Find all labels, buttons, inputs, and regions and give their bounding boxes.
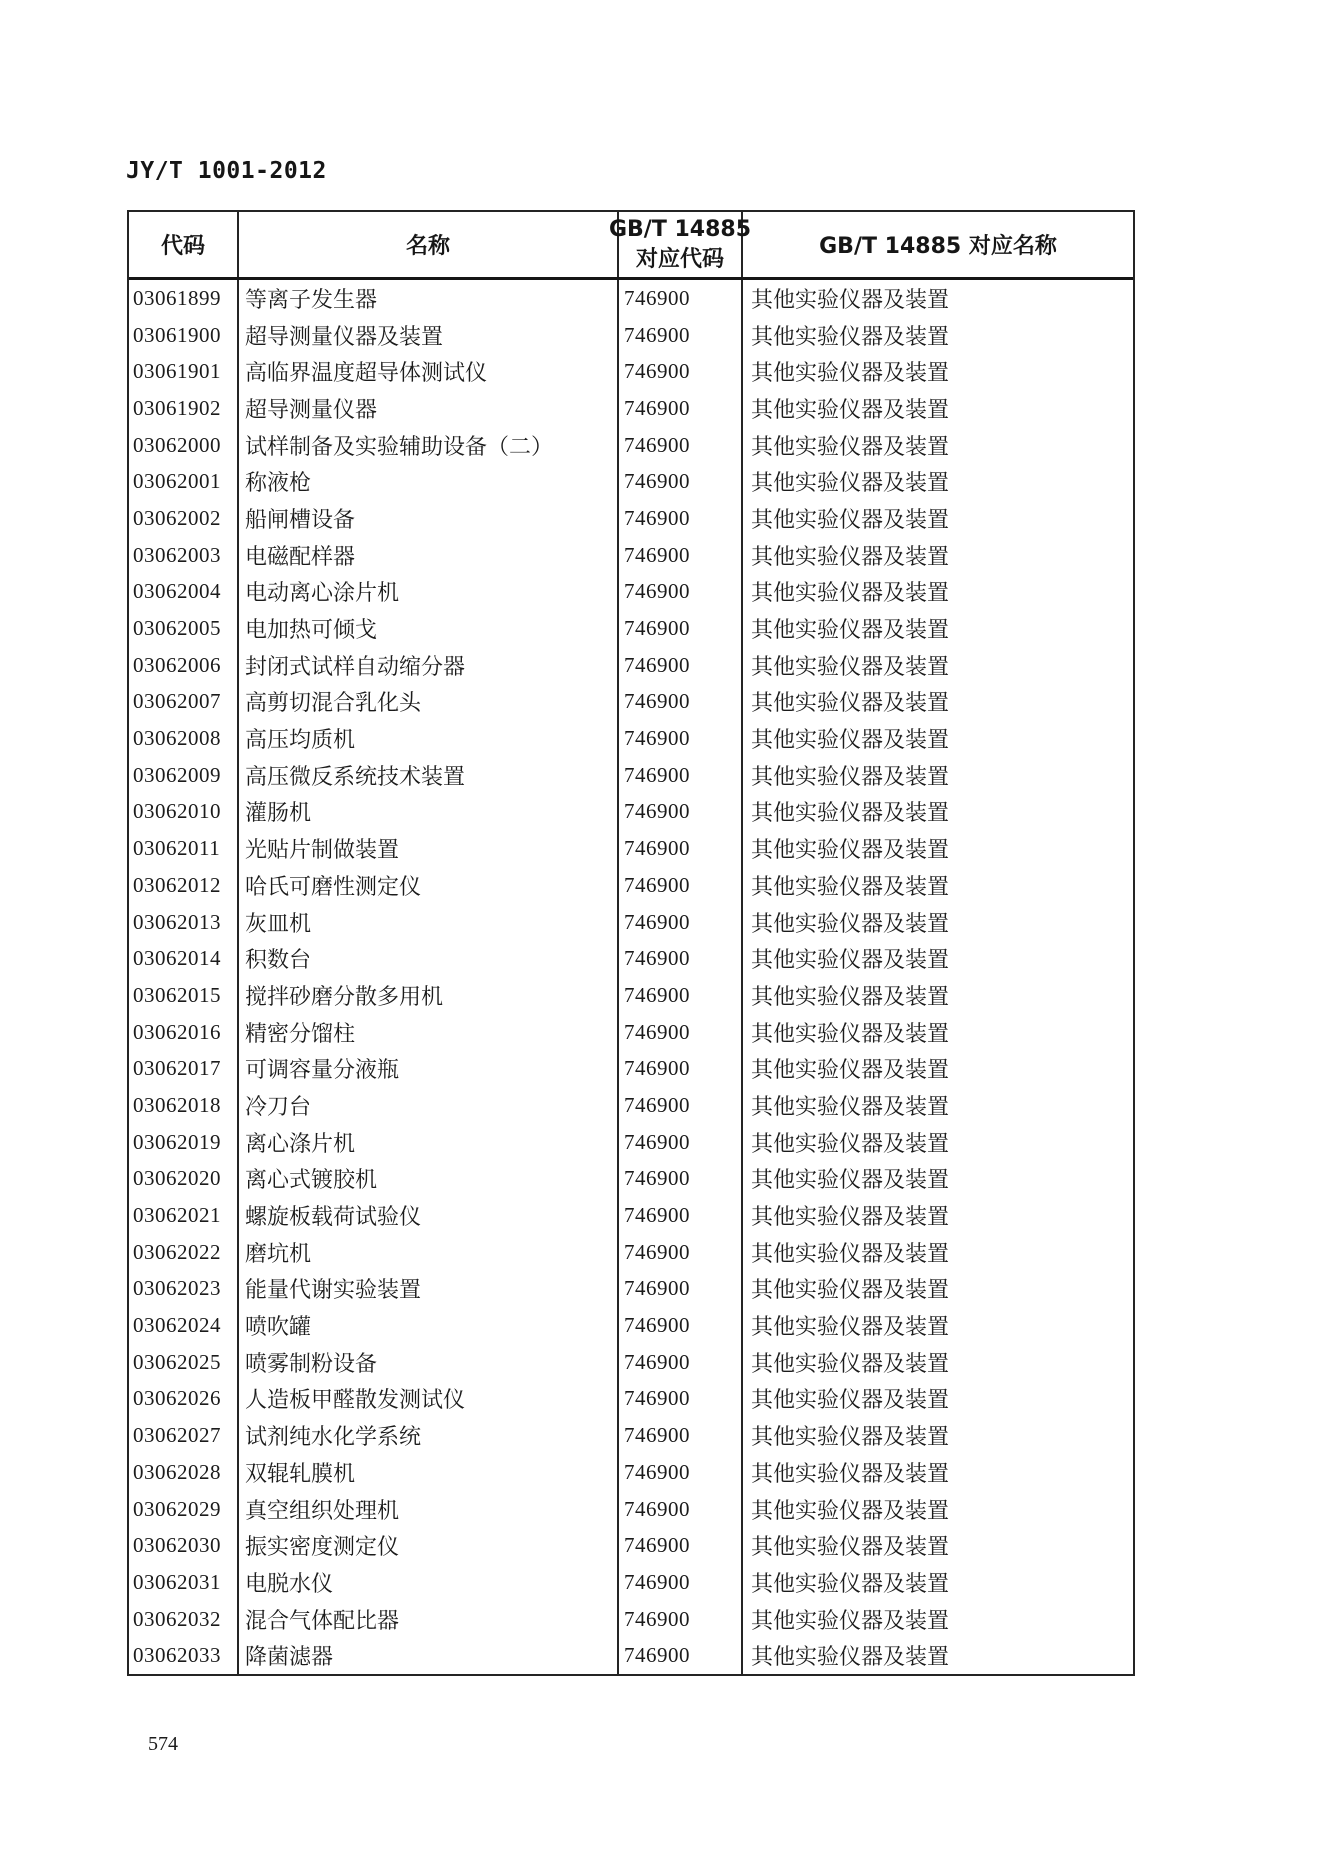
cell-gb-code: 746900: [619, 647, 743, 684]
cell-name: 积数台: [239, 940, 619, 977]
table-row: [129, 1050, 1133, 1087]
table-row: [129, 830, 1133, 867]
cell-code: 03062003: [129, 537, 239, 574]
table-row: [129, 940, 1133, 977]
cell-code: 03062008: [129, 720, 239, 757]
table-row: [129, 463, 1133, 500]
cell-name: 试剂纯水化学系统: [239, 1417, 619, 1454]
cell-gb-code: 746900: [619, 1601, 743, 1638]
cell-code: 03061900: [129, 317, 239, 354]
cell-gb-name: 其他实验仪器及装置: [751, 1057, 950, 1083]
cell-code: 03062031: [129, 1564, 239, 1601]
cell-code: 03062009: [129, 757, 239, 794]
cell-gb-code: 746900: [619, 720, 743, 757]
cell-name: 电磁配样器: [239, 537, 619, 574]
cell-gb-name: 其他实验仪器及装置: [751, 1460, 950, 1486]
cell-gb-name: 其他实验仪器及装置: [751, 800, 950, 826]
table-row: [129, 1161, 1133, 1198]
cell-code: 03062027: [129, 1417, 239, 1454]
cell-gb-name: 其他实验仪器及装置: [751, 1424, 950, 1450]
cell-name: 混合气体配比器: [239, 1601, 619, 1638]
cell-code: 03062019: [129, 1124, 239, 1161]
cell-name: 振实密度测定仪: [239, 1527, 619, 1564]
cell-name: 光贴片制做装置: [239, 830, 619, 867]
cell-name: 试样制备及实验辅助设备（二）: [239, 427, 619, 464]
cell-name: 电加热可倾戈: [239, 610, 619, 647]
cell-gb-name: 其他实验仪器及装置: [751, 947, 950, 973]
cell-code: 03062007: [129, 684, 239, 721]
table-row: [129, 427, 1133, 464]
cell-name: 高压微反系统技术装置: [239, 757, 619, 794]
page-number: 574: [148, 1733, 178, 1755]
cell-code: 03062010: [129, 794, 239, 831]
cell-gb-name: 其他实验仪器及装置: [751, 1387, 950, 1413]
cell-gb-code: 746900: [619, 1161, 743, 1198]
cell-code: 03062025: [129, 1344, 239, 1381]
cell-gb-name: 其他实验仪器及装置: [751, 1350, 950, 1376]
table-row: [129, 720, 1133, 757]
cell-gb-code: 746900: [619, 1050, 743, 1087]
cell-name: 冷刀台: [239, 1087, 619, 1124]
cell-gb-name: 其他实验仪器及装置: [751, 1314, 950, 1340]
cell-gb-code: 746900: [619, 280, 743, 317]
cell-gb-code: 746900: [619, 1014, 743, 1051]
cell-gb-name: 其他实验仪器及装置: [751, 983, 950, 1009]
table-row: [129, 684, 1133, 721]
cell-gb-name: 其他实验仪器及装置: [751, 1570, 950, 1596]
table-row: [129, 904, 1133, 941]
cell-gb-code: 746900: [619, 1197, 743, 1234]
cell-code: 03062017: [129, 1050, 239, 1087]
cell-code: 03062033: [129, 1637, 239, 1674]
cell-gb-code: 746900: [619, 317, 743, 354]
cell-code: 03062026: [129, 1381, 239, 1418]
cell-name: 封闭式试样自动缩分器: [239, 647, 619, 684]
cell-gb-code: 746900: [619, 427, 743, 464]
header-gb-name: GB/T 14885 对应名称: [819, 234, 1057, 259]
standard-code-title: JY/T 1001-2012: [126, 158, 327, 184]
header-gb-code: [608, 212, 752, 277]
table-row: [129, 1454, 1133, 1491]
cell-name: 高临界温度超导体测试仪: [239, 353, 619, 390]
cell-gb-code: 746900: [619, 610, 743, 647]
header-gb-code-line1: GB/T 14885: [608, 216, 752, 242]
cell-name: 双辊轧膜机: [239, 1454, 619, 1491]
cell-gb-name: 其他实验仪器及装置: [751, 617, 950, 643]
cell-name: 高压均质机: [239, 720, 619, 757]
cell-name: 能量代谢实验装置: [239, 1271, 619, 1308]
cell-gb-name: 其他实验仪器及装置: [751, 360, 950, 386]
cell-gb-code: 746900: [619, 1564, 743, 1601]
cell-code: 03062022: [129, 1234, 239, 1271]
cell-gb-code: 746900: [619, 1491, 743, 1528]
table-row: [129, 1234, 1133, 1271]
cell-gb-name: 其他实验仪器及装置: [751, 1020, 950, 1046]
table-row: [129, 977, 1133, 1014]
cell-gb-code: 746900: [619, 1637, 743, 1674]
cell-gb-name: 其他实验仪器及装置: [751, 690, 950, 716]
cell-name: 船闸槽设备: [239, 500, 619, 537]
table-row: [129, 610, 1133, 647]
cell-code: 03062016: [129, 1014, 239, 1051]
cell-gb-name: 其他实验仪器及装置: [751, 470, 950, 496]
cell-gb-code: 746900: [619, 867, 743, 904]
cell-name: 电动离心涂片机: [239, 574, 619, 611]
cell-code: 03062030: [129, 1527, 239, 1564]
table-row: [129, 1417, 1133, 1454]
cell-gb-code: 746900: [619, 353, 743, 390]
code-mapping-table: [127, 210, 1135, 1676]
cell-gb-code: 746900: [619, 463, 743, 500]
table-row: [129, 1124, 1133, 1161]
cell-gb-name: 其他实验仪器及装置: [751, 396, 950, 422]
cell-gb-code: 746900: [619, 794, 743, 831]
cell-name: 超导测量仪器: [239, 390, 619, 427]
cell-gb-code: 746900: [619, 757, 743, 794]
cell-code: 03062004: [129, 574, 239, 611]
cell-gb-name: 其他实验仪器及装置: [751, 763, 950, 789]
table-row: [129, 500, 1133, 537]
table-row: [129, 867, 1133, 904]
cell-name: 喷雾制粉设备: [239, 1344, 619, 1381]
table-row: [129, 1564, 1133, 1601]
cell-gb-code: 746900: [619, 1087, 743, 1124]
cell-code: 03062006: [129, 647, 239, 684]
cell-code: 03062013: [129, 904, 239, 941]
table-row: [129, 1087, 1133, 1124]
table-row: [129, 1307, 1133, 1344]
cell-gb-name: 其他实验仪器及装置: [751, 837, 950, 863]
table-row: [129, 794, 1133, 831]
cell-gb-name: 其他实验仪器及装置: [751, 1204, 950, 1230]
cell-gb-name: 其他实验仪器及装置: [751, 323, 950, 349]
cell-code: 03062018: [129, 1087, 239, 1124]
header-code: 代码: [129, 212, 239, 277]
cell-name: 螺旋板载荷试验仪: [239, 1197, 619, 1234]
cell-code: 03062020: [129, 1161, 239, 1198]
cell-gb-code: 746900: [619, 904, 743, 941]
cell-gb-code: 746900: [619, 830, 743, 867]
table-row: [129, 574, 1133, 611]
cell-name: 可调容量分液瓶: [239, 1050, 619, 1087]
table-row: [129, 1491, 1133, 1528]
cell-gb-name: 其他实验仪器及装置: [751, 1607, 950, 1633]
cell-gb-name: 其他实验仪器及装置: [751, 1167, 950, 1193]
header-gb-code-line2: 对应代码: [635, 246, 724, 272]
cell-code: 03061902: [129, 390, 239, 427]
cell-gb-code: 746900: [619, 1527, 743, 1564]
cell-code: 03062005: [129, 610, 239, 647]
table-row: [129, 1344, 1133, 1381]
cell-gb-code: 746900: [619, 1417, 743, 1454]
cell-code: 03062000: [129, 427, 239, 464]
cell-name: 人造板甲醛散发测试仪: [239, 1381, 619, 1418]
cell-gb-code: 746900: [619, 574, 743, 611]
table-row: [129, 757, 1133, 794]
cell-gb-name: 其他实验仪器及装置: [751, 1534, 950, 1560]
cell-name: 超导测量仪器及装置: [239, 317, 619, 354]
cell-name: 搅拌砂磨分散多用机: [239, 977, 619, 1014]
cell-gb-name: 其他实验仪器及装置: [751, 1240, 950, 1266]
table-row: [129, 647, 1133, 684]
table-body: [129, 280, 1133, 1674]
cell-gb-name: 其他实验仪器及装置: [751, 910, 950, 936]
cell-name: 灌肠机: [239, 794, 619, 831]
cell-gb-code: 746900: [619, 977, 743, 1014]
cell-gb-code: 746900: [619, 1344, 743, 1381]
cell-name: 降菌滤器: [239, 1637, 619, 1674]
table-row: [129, 353, 1133, 390]
cell-gb-name: 其他实验仪器及装置: [751, 1497, 950, 1523]
cell-name: 灰皿机: [239, 904, 619, 941]
cell-name: 离心式镀胶机: [239, 1161, 619, 1198]
cell-gb-code: 746900: [619, 500, 743, 537]
cell-gb-code: 746900: [619, 537, 743, 574]
cell-code: 03062011: [129, 830, 239, 867]
table-row: [129, 1527, 1133, 1564]
cell-gb-name: 其他实验仪器及装置: [751, 433, 950, 459]
table-row: [129, 1271, 1133, 1308]
cell-name: 离心涤片机: [239, 1124, 619, 1161]
cell-name: 等离子发生器: [239, 280, 619, 317]
cell-gb-name: 其他实验仪器及装置: [751, 506, 950, 532]
cell-gb-name: 其他实验仪器及装置: [751, 653, 950, 679]
cell-gb-name: 其他实验仪器及装置: [751, 727, 950, 753]
header-name: 名称: [239, 212, 619, 277]
cell-gb-name: 其他实验仪器及装置: [751, 1644, 950, 1670]
table-row: [129, 537, 1133, 574]
cell-gb-code: 746900: [619, 1271, 743, 1308]
cell-name: 精密分馏柱: [239, 1014, 619, 1051]
cell-gb-code: 746900: [619, 1454, 743, 1491]
cell-gb-code: 746900: [619, 1234, 743, 1271]
cell-gb-name: 其他实验仪器及装置: [751, 873, 950, 899]
cell-gb-name: 其他实验仪器及装置: [751, 543, 950, 569]
cell-code: 03062014: [129, 940, 239, 977]
table-row: [129, 1197, 1133, 1234]
table-row: [129, 1601, 1133, 1638]
table-row: [129, 1637, 1133, 1674]
table-row: [129, 1381, 1133, 1418]
cell-name: 高剪切混合乳化头: [239, 684, 619, 721]
cell-gb-code: 746900: [619, 684, 743, 721]
table-header-row: [129, 212, 1133, 280]
table-row: [129, 390, 1133, 427]
table-row: [129, 317, 1133, 354]
cell-gb-code: 746900: [619, 1381, 743, 1418]
cell-name: 称液枪: [239, 463, 619, 500]
table-row: [129, 280, 1133, 317]
cell-name: 哈氏可磨性测定仪: [239, 867, 619, 904]
cell-code: 03061901: [129, 353, 239, 390]
cell-code: 03061899: [129, 280, 239, 317]
cell-gb-name: 其他实验仪器及装置: [751, 286, 950, 312]
cell-code: 03062029: [129, 1491, 239, 1528]
cell-code: 03062002: [129, 500, 239, 537]
table-row: [129, 1014, 1133, 1051]
cell-code: 03062021: [129, 1197, 239, 1234]
cell-name: 真空组织处理机: [239, 1491, 619, 1528]
cell-code: 03062028: [129, 1454, 239, 1491]
cell-gb-name: 其他实验仪器及装置: [751, 1130, 950, 1156]
cell-name: 电脱水仪: [239, 1564, 619, 1601]
cell-name: 喷吹罐: [239, 1307, 619, 1344]
cell-name: 磨坑机: [239, 1234, 619, 1271]
cell-gb-name: 其他实验仪器及装置: [751, 1277, 950, 1303]
cell-code: 03062001: [129, 463, 239, 500]
cell-code: 03062012: [129, 867, 239, 904]
cell-code: 03062032: [129, 1601, 239, 1638]
cell-gb-name: 其他实验仪器及装置: [751, 580, 950, 606]
cell-gb-code: 746900: [619, 940, 743, 977]
cell-gb-code: 746900: [619, 1124, 743, 1161]
cell-gb-code: 746900: [619, 390, 743, 427]
cell-code: 03062023: [129, 1271, 239, 1308]
cell-code: 03062024: [129, 1307, 239, 1344]
cell-code: 03062015: [129, 977, 239, 1014]
cell-gb-code: 746900: [619, 1307, 743, 1344]
cell-gb-name: 其他实验仪器及装置: [751, 1093, 950, 1119]
